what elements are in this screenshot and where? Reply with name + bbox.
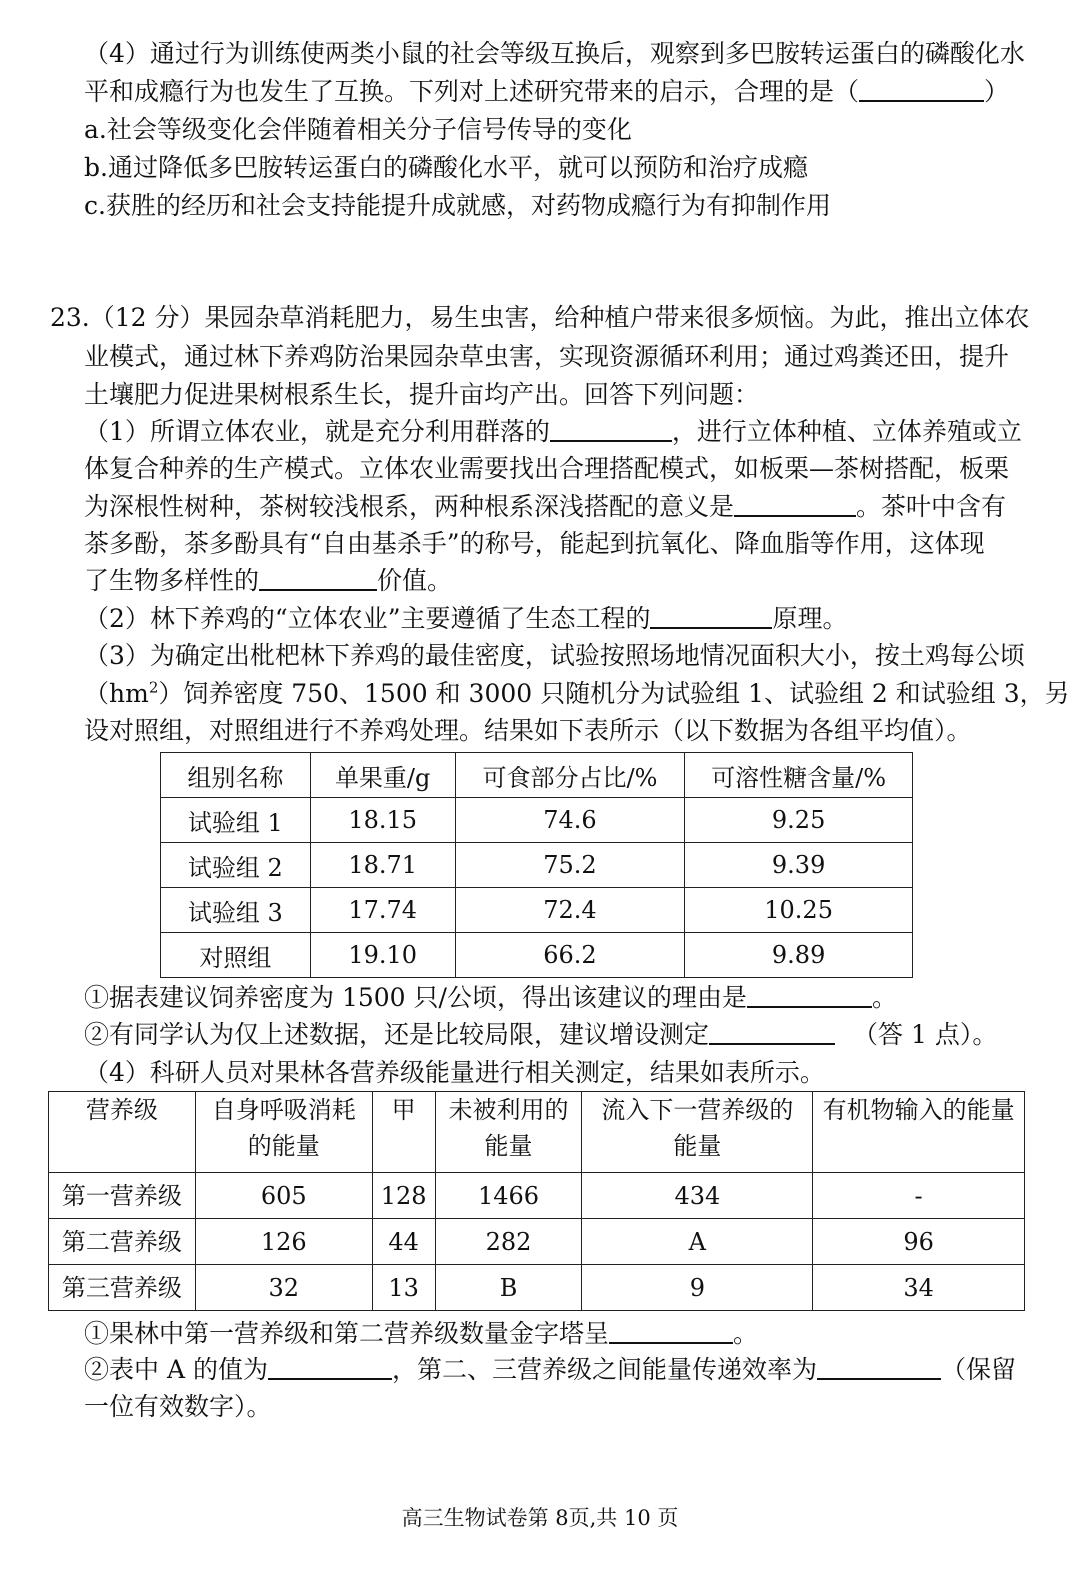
page-footer: 高三生物试卷第 8页,共 10 页 (401, 1506, 679, 1530)
q23-part3-l2-text-a: （hm (84, 679, 149, 708)
table-cell: 66.2 (455, 933, 685, 978)
header-text-line: 自身呼吸消耗 (211, 1096, 356, 1124)
table-header-cell: 可溶性糖含量/% (685, 753, 913, 798)
table-header-cell (813, 1092, 1025, 1173)
q23-part4-q1 (84, 1316, 758, 1352)
table-row (161, 798, 913, 843)
header-text-line: 营养级 (85, 1096, 158, 1124)
q23-part3-l2-text-b: ）饲养密度 750、1500 和 3000 只随机分为试验组 1、试验组 2 和试验组 3，另 (158, 679, 1070, 708)
q23-part3-line1: （3）为确定出枇杷林下养鸡的最佳密度，试验按照场地情况面积大小，按土鸡每公顷 (84, 641, 1025, 670)
table-cell: 128 (372, 1173, 435, 1219)
table-row (49, 1173, 1025, 1219)
q23-part3-q2-text-a: ②有同学认为仅上述数据，还是比较局限，建议增设测定 (84, 1020, 710, 1049)
q23-part4-q2-text-c: （保留 (940, 1355, 1016, 1384)
table-cell: 34 (813, 1265, 1025, 1311)
q23-intro-line2: 业模式，通过林下养鸡防治果园杂草虫害，实现资源循环利用；通过鸡粪还田，提升 (84, 342, 1010, 371)
table-cell: 605 (195, 1173, 372, 1219)
q23-part4-q1-text-a: ①果林中第一营养级和第二营养级数量金字塔呈 (84, 1319, 610, 1348)
table-cell: 19.10 (310, 933, 455, 978)
answer-blank (747, 980, 872, 1008)
table-header-cell (372, 1092, 435, 1173)
table-cell: 72.4 (455, 888, 685, 933)
table-cell: 32 (195, 1265, 372, 1311)
table-cell: 18.15 (310, 798, 455, 843)
answer-blank (268, 1352, 392, 1380)
q23-part3-line2 (84, 676, 1070, 712)
table-row (161, 933, 913, 978)
q22-part4-line2 (84, 74, 1009, 110)
table-cell: - (813, 1173, 1025, 1219)
table-cell: 9.25 (685, 798, 913, 843)
q23-intro-line1: 23.（12 分）果园杂草消耗肥力，易生虫害，给种植户带来很多烦恼。为此，推出立体农 (50, 303, 1030, 332)
q23-part1-text-a: （1）所谓立体农业，就是充分利用群落的 (84, 417, 550, 446)
answer-blank (650, 601, 772, 629)
table-group-results (160, 752, 913, 978)
table-header-cell: 可食部分占比/% (455, 753, 685, 798)
q22-part4-line1: （4）通过行为训练使两类小鼠的社会等级互换后，观察到多巴胺转运蛋白的磷酸化水 (84, 39, 1025, 68)
table-cell: 44 (372, 1219, 435, 1265)
table-cell: 13 (372, 1265, 435, 1311)
table-cell: 75.2 (455, 843, 685, 888)
q23-part1-line3 (84, 489, 1006, 525)
header-text-line: 未被利用的 (448, 1096, 569, 1124)
table-cell: 74.6 (455, 798, 685, 843)
table-cell: 282 (435, 1219, 582, 1265)
table-cell: 9.39 (685, 843, 913, 888)
q23-part4-q1-text-b: 。 (733, 1319, 759, 1348)
q23-part2-text-b: 原理。 (772, 604, 848, 633)
table-cell: 第二营养级 (49, 1219, 196, 1265)
answer-blank (817, 1352, 941, 1380)
table-header-row (49, 1092, 1025, 1173)
table-cell: 10.25 (685, 888, 913, 933)
table-cell: 试验组 3 (161, 888, 311, 933)
table-header-row (161, 753, 913, 798)
q23-part1-l3-text-a: 为深根性树种，茶树较浅根系，两种根系深浅搭配的意义是 (84, 492, 735, 521)
q23-part1-text-b: ，进行立体种植、立体养殖或立 (671, 417, 1022, 446)
q23-part4: （4）科研人员对果林各营养级能量进行相关测定，结果如表所示。 (84, 1058, 825, 1087)
table-cell: 18.71 (310, 843, 455, 888)
table-header-cell: 单果重/g (310, 753, 455, 798)
header-text-line: 能量 (484, 1132, 533, 1160)
header-text-line: 的能量 (247, 1132, 320, 1160)
q23-part1-line1 (84, 414, 1022, 450)
q23-part3-q1-text-b: 。 (871, 983, 897, 1012)
table-row (49, 1265, 1025, 1311)
table-cell: A (582, 1219, 813, 1265)
q23-part3-line3: 设对照组，对照组进行不养鸡处理。结果如下表所示（以下数据为各组平均值）。 (84, 716, 972, 745)
header-text-line: 有机物输入的能量 (822, 1096, 1015, 1124)
table-trophic-energy (48, 1091, 1025, 1311)
superscript-2: 2 (148, 678, 159, 697)
table-header-cell: 组别名称 (161, 753, 311, 798)
table-cell: 第三营养级 (49, 1265, 196, 1311)
q23-part2 (84, 601, 848, 637)
q23-part3-q1-text-a: ①据表建议饲养密度为 1500 只/公顷，得出该建议的理由是 (84, 983, 747, 1012)
table-header-cell (49, 1092, 196, 1173)
q23-part4-q2-line1 (84, 1352, 1016, 1388)
table-cell: 96 (813, 1219, 1025, 1265)
q22-option-c: c.获胜的经历和社会支持能提升成就感，对药物成瘾行为有抑制作用 (84, 191, 831, 220)
table-row (49, 1219, 1025, 1265)
header-text-line: 流入下一营养级的 (601, 1096, 794, 1124)
q23-part3-q1 (84, 980, 897, 1016)
table-cell: 17.74 (310, 888, 455, 933)
header-text-line: 甲 (391, 1096, 416, 1124)
table-header-cell (195, 1092, 372, 1173)
table-cell: B (435, 1265, 582, 1311)
table-header-cell (582, 1092, 813, 1173)
answer-blank (734, 489, 856, 517)
q22-option-b: b.通过降低多巴胺转运蛋白的磷酸化水平，就可以预防和治疗成瘾 (84, 153, 808, 182)
q22-part4-line2-text: 平和成瘾行为也发生了互换。下列对上述研究带来的启示，合理的是（ (84, 77, 860, 106)
q22-part4-line2-end: ） (984, 77, 1010, 106)
table-cell: 对照组 (161, 933, 311, 978)
table-cell: 1466 (435, 1173, 582, 1219)
answer-blank (550, 414, 672, 442)
q23-intro-line3: 土壤肥力促进果树根系生长，提升亩均产出。回答下列问题： (84, 380, 760, 409)
q23-part3-q2 (84, 1017, 997, 1053)
table-cell: 434 (582, 1173, 813, 1219)
q23-part1-l5-text-b: 价值。 (377, 566, 453, 595)
table-cell: 试验组 1 (161, 798, 311, 843)
table-cell: 126 (195, 1219, 372, 1265)
q23-part4-q2-text-a: ②表中 A 的值为 (84, 1355, 268, 1384)
q23-part1-line2: 体复合种养的生产模式。立体农业需要找出合理搭配模式，如板栗—茶树搭配，板栗 (84, 454, 1010, 483)
table-row (161, 888, 913, 933)
table-header-cell (435, 1092, 582, 1173)
answer-blank (259, 563, 377, 591)
table-cell: 试验组 2 (161, 843, 311, 888)
answer-blank (709, 1017, 835, 1045)
q23-part3-q2-text-b: （答 1 点）。 (853, 1020, 998, 1049)
q23-part1-l3-text-b: 。茶叶中含有 (856, 492, 1007, 521)
q23-part1-l5-text-a: 了生物多样性的 (84, 566, 260, 595)
q23-part4-q2-line2: 一位有效数字）。 (84, 1392, 272, 1421)
answer-blank (609, 1316, 733, 1344)
q23-part2-text-a: （2）林下养鸡的“立体农业”主要遵循了生态工程的 (84, 604, 651, 633)
q23-part4-q2-text-b: ，第二、三营养级之间能量传递效率为 (391, 1355, 817, 1384)
q23-part1-line5 (84, 563, 452, 599)
table-cell: 第一营养级 (49, 1173, 196, 1219)
answer-blank (859, 74, 984, 102)
table-row (161, 843, 913, 888)
q23-part1-line4: 茶多酚，茶多酚具有“自由基杀手”的称号，能起到抗氧化、降血脂等作用，这体现 (84, 529, 985, 558)
header-text-line: 能量 (673, 1132, 722, 1160)
table-cell: 9 (582, 1265, 813, 1311)
table-cell: 9.89 (685, 933, 913, 978)
q22-option-a: a.社会等级变化会伴随着相关分子信号传导的变化 (84, 115, 632, 144)
